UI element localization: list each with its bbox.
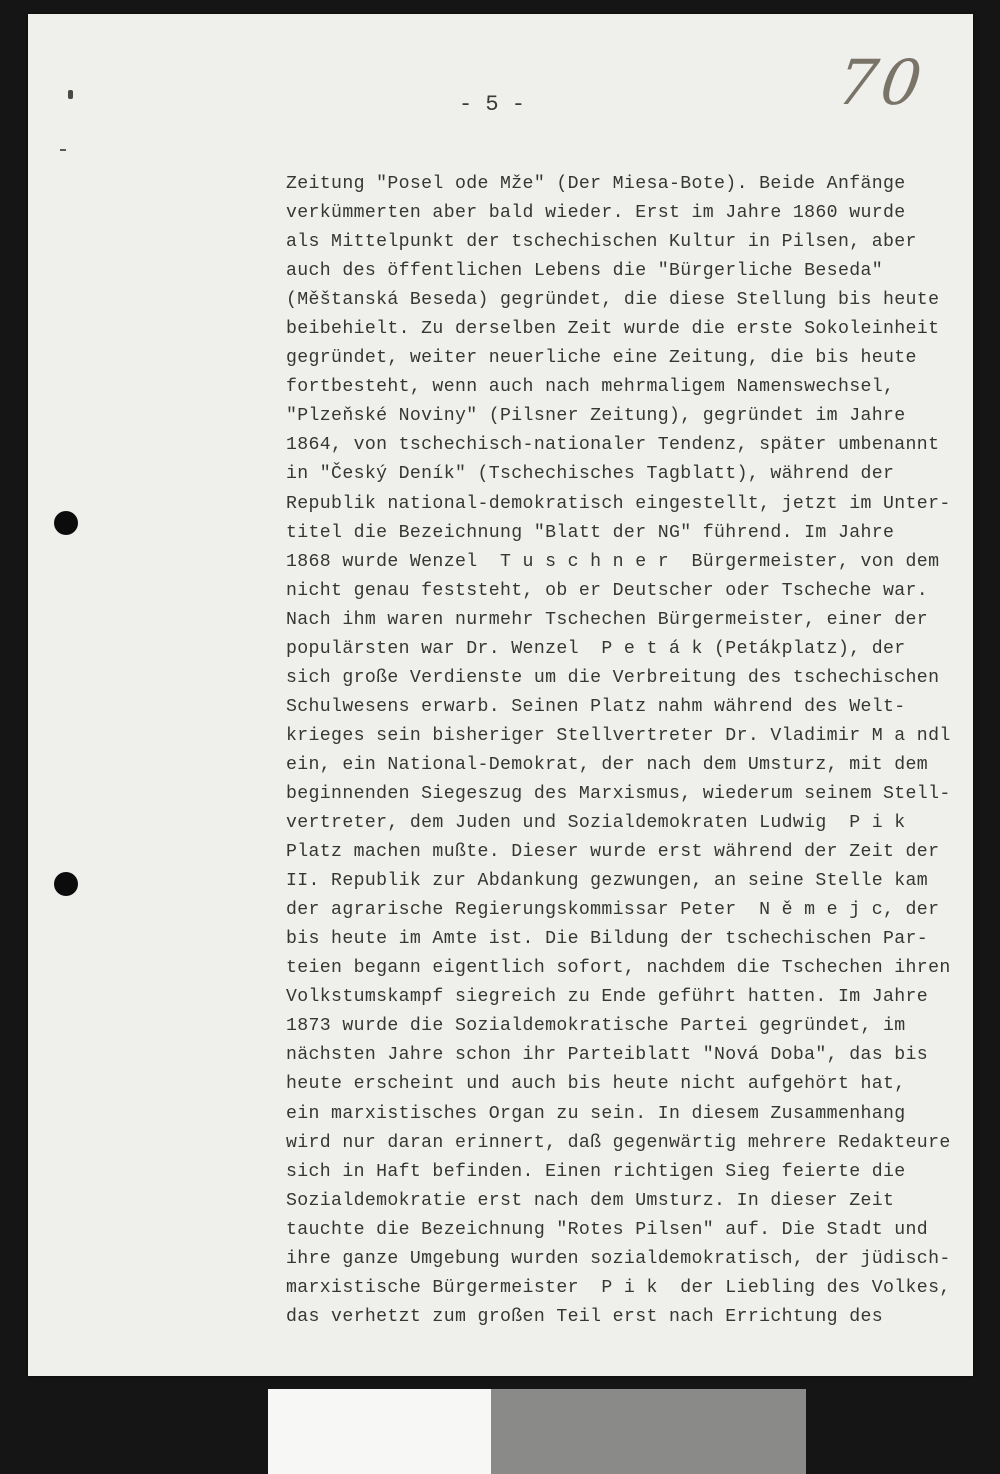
text-line: 1864, von tschechisch-nationaler Tendenz, später umbenannt — [286, 435, 940, 456]
text-line: auch des öffentlichen Lebens die "Bürgerliche Beseda" — [286, 261, 884, 282]
paper-mark — [60, 149, 66, 151]
text-line: gegründet, weiter neuerliche eine Zeitung, die bis heute — [286, 348, 917, 369]
text-line: der agrarische Regierungskommissar Peter N ě m e j c, der — [286, 900, 940, 921]
text-line: Zeitung "Posel ode Mže" (Der Miesa-Bote). Beide Anfänge — [286, 174, 906, 194]
paper-mark — [68, 90, 73, 99]
page-number: - 5 - — [458, 92, 525, 117]
text-line: krieges sein bisheriger Stellvertreter Dr. Vladimir M a ndl — [286, 725, 951, 746]
text-line: "Plzeňské Noviny" (Pilsner Zeitung), gegründet im Jahre — [286, 406, 906, 427]
text-line: fortbesteht, wenn auch nach mehrmaligem Namenswechsel, — [286, 377, 895, 398]
text-line: 1868 wurde Wenzel T u s c h n e r Bürgermeister, von dem — [286, 551, 940, 572]
text-line: Republik national-demokratisch eingestellt, jetzt im Unter- — [286, 493, 951, 514]
text-line: beginnenden Siegeszug des Marxismus, wiederum seinem Stell- — [286, 783, 951, 804]
text-line: (Měštanská Beseda) gegründet, die diese Stellung bis heute — [286, 290, 940, 311]
text-line: Volkstumskampf siegreich zu Ende geführt hatten. Im Jahre — [286, 987, 929, 1008]
text-line: nächsten Jahre schon ihr Parteiblatt "Nová Doba", das bis — [286, 1045, 929, 1066]
text-line: wird nur daran erinnert, daß gegenwärtig mehrere Redakteure — [286, 1132, 951, 1153]
text-line: verkümmerten aber bald wieder. Erst im Jahre 1860 wurde — [286, 203, 906, 224]
text-line: Schulwesens erwarb. Seinen Platz nahm während des Welt- — [286, 696, 906, 717]
text-line: heute erscheint und auch bis heute nicht aufgehört hat, — [286, 1074, 906, 1095]
text-line: sich in Haft befinden. Einen richtigen Sieg feierte die — [286, 1161, 906, 1182]
text-line: populärsten war Dr. Wenzel P e t á k (Petákplatz), der — [286, 638, 906, 659]
text-line: ein marxistisches Organ zu sein. In diesem Zusammenhang — [286, 1103, 906, 1124]
handwritten-folio-number: 70 — [832, 46, 931, 119]
white-reference-card — [268, 1389, 491, 1474]
text-line: Sozialdemokratie erst nach dem Umsturz. In dieser Zeit — [286, 1190, 895, 1211]
text-line: sich große Verdienste um die Verbreitung des tschechischen — [286, 667, 940, 688]
text-line: tauchte die Bezeichnung "Rotes Pilsen" auf. Die Stadt und — [286, 1219, 929, 1240]
text-line: Nach ihm waren nurmehr Tschechen Bürgermeister, einer der — [286, 609, 929, 630]
text-line: das verhetzt zum großen Teil erst nach Errichtung des — [286, 1306, 884, 1327]
gray-reference-card — [491, 1389, 806, 1474]
text-line: titel die Bezeichnung "Blatt der NG" führend. Im Jahre — [286, 522, 895, 543]
punch-hole — [54, 872, 78, 896]
text-line: nicht genau feststeht, ob er Deutscher oder Tscheche war. — [286, 580, 929, 601]
text-line: bis heute im Amte ist. Die Bildung der tschechischen Par- — [286, 929, 929, 950]
typewritten-body — [286, 170, 976, 1332]
text-line: 1873 wurde die Sozialdemokratische Partei gegründet, im — [286, 1016, 906, 1037]
text-line: vertreter, dem Juden und Sozialdemokraten Ludwig P i k — [286, 813, 906, 834]
scan-calibration-cards — [268, 1389, 806, 1474]
text-line: teien begann eigentlich sofort, nachdem die Tschechen ihren — [286, 958, 951, 979]
text-line: ein, ein National-Demokrat, der nach dem Umsturz, mit dem — [286, 754, 929, 775]
punch-hole — [54, 511, 78, 535]
text-line: beibehielt. Zu derselben Zeit wurde die erste Sokoleinheit — [286, 319, 940, 340]
text-line: Platz machen mußte. Dieser wurde erst während der Zeit der — [286, 842, 940, 863]
text-line: II. Republik zur Abdankung gezwungen, an seine Stelle kam — [286, 871, 929, 892]
text-line: ihre ganze Umgebung wurden sozialdemokratisch, der jüdisch- — [286, 1248, 951, 1269]
text-line: als Mittelpunkt der tschechischen Kultur in Pilsen, aber — [286, 232, 917, 253]
text-line: in "Český Deník" (Tschechisches Tagblatt), während der — [286, 464, 895, 485]
text-line: marxistische Bürgermeister P i k der Liebling des Volkes, — [286, 1277, 951, 1298]
